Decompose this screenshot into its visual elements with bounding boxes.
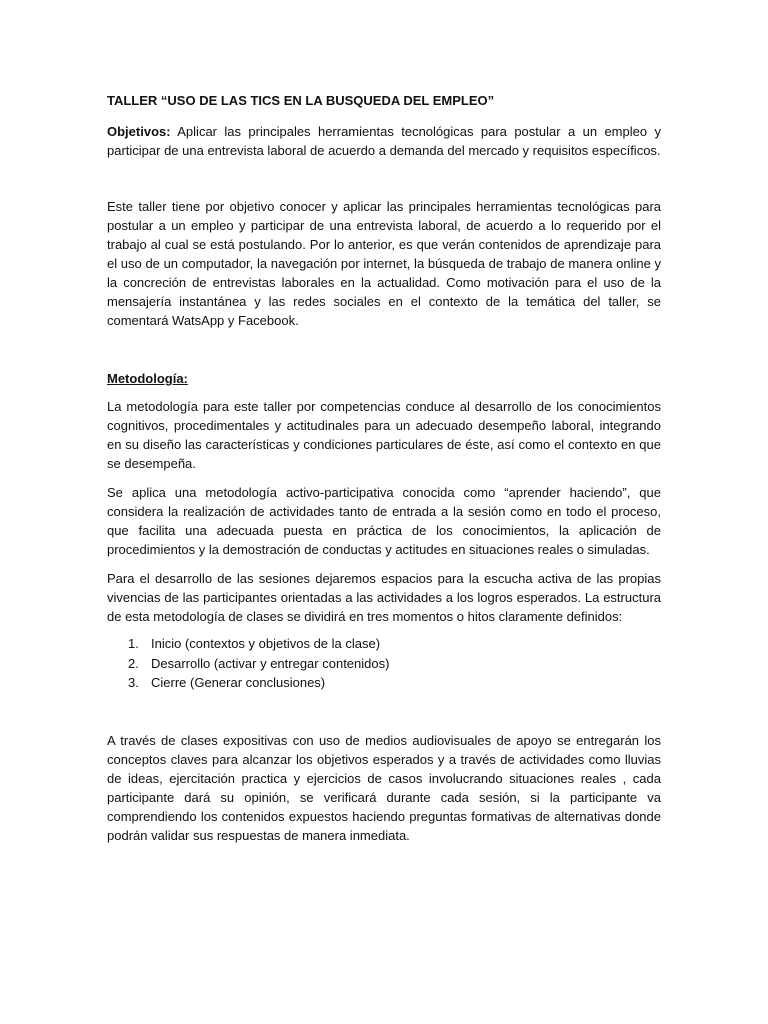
list-item — [107, 654, 661, 674]
list-item-text: Cierre (Generar conclusiones) — [151, 675, 326, 690]
steps-list — [107, 634, 661, 693]
closing-paragraph: A través de clases expositivas con uso de medios audiovisuales de apoyo se entregarán los conceptos claves para alcanzar los objetivos esperados y a través de actividades como lluvias de ideas, ejercitación practica y ejercicios de casos involucrando situaciones reales , cada participante dará su opinión, se verificará durante cada sesión, si la participante va comprendiendo los contenidos expuestos haciendo preguntas formativas de alternativas donde podrán validar sus respuestas de manera inmediata. — [107, 733, 661, 843]
methodology-paragraph-2: Se aplica una metodología activo-participativa conocida como “aprender haciendo”, que considera la realización de actividades tanto de entrada a la sesión como en todo el proceso, que facilita una adecuada puesta en práctica de los conocimientos, la aplicación de procedimientos y la demostración de conductas y actitudes en situaciones reales o simuladas. — [107, 485, 661, 557]
list-item-text: Inicio (contextos y objetivos de la clase) — [151, 636, 381, 651]
methodology-paragraph-3: Para el desarrollo de las sesiones dejaremos espacios para la escucha activa de las propias vivencias de las participantes orientadas a las actividades a los logros esperados. La estructura de esta metodología de clases se dividirá en tres momentos o hitos claramente definidos: — [107, 571, 661, 624]
objectives-label: Objetivos: — [107, 124, 171, 139]
document-title: TALLER “USO DE LAS TICS EN LA BUSQUEDA DEL EMPLEO” — [107, 93, 495, 108]
objectives-paragraph — [107, 122, 661, 160]
methodology-paragraph-1: La metodología para este taller por competencias conduce al desarrollo de los conocimientos cognitivos, procedimentales y actitudinales para un adecuado desempeño laboral, integrando en su diseño las características y condiciones particulares de éste, así como el contexto en que se desempeña. — [107, 399, 661, 471]
objectives-text: Aplicar las principales herramientas tecnológicas para postular a un empleo y participar de una entrevista laboral de acuerdo a demanda del mercado y requisitos específicos. — [107, 124, 661, 158]
list-item-number: 3. — [128, 675, 139, 690]
methodology-heading: Metodología: — [107, 371, 188, 386]
list-item-number: 1. — [128, 636, 139, 651]
list-item-text: Desarrollo (activar y entregar contenidos) — [151, 655, 390, 671]
list-item — [107, 673, 661, 693]
list-item-number: 2. — [128, 655, 139, 671]
list-item — [107, 634, 661, 654]
intro-paragraph: Este taller tiene por objetivo conocer y aplicar las principales herramientas tecnológicas para postular a un empleo y participar de una entrevista laboral, de acuerdo a lo requerido por el trabajo al cual se está postulando. Por lo anterior, es que verán contenidos de aprendizaje para el uso de un computador, la navegación por internet, la búsqueda de trabajo de manera online y la concreción de entrevistas laborales en la actualidad. Como motivación para el uso de la mensajería instantánea y las redes sociales en el contexto de la temática del taller, se comentará WatsApp y Facebook. — [107, 199, 661, 328]
